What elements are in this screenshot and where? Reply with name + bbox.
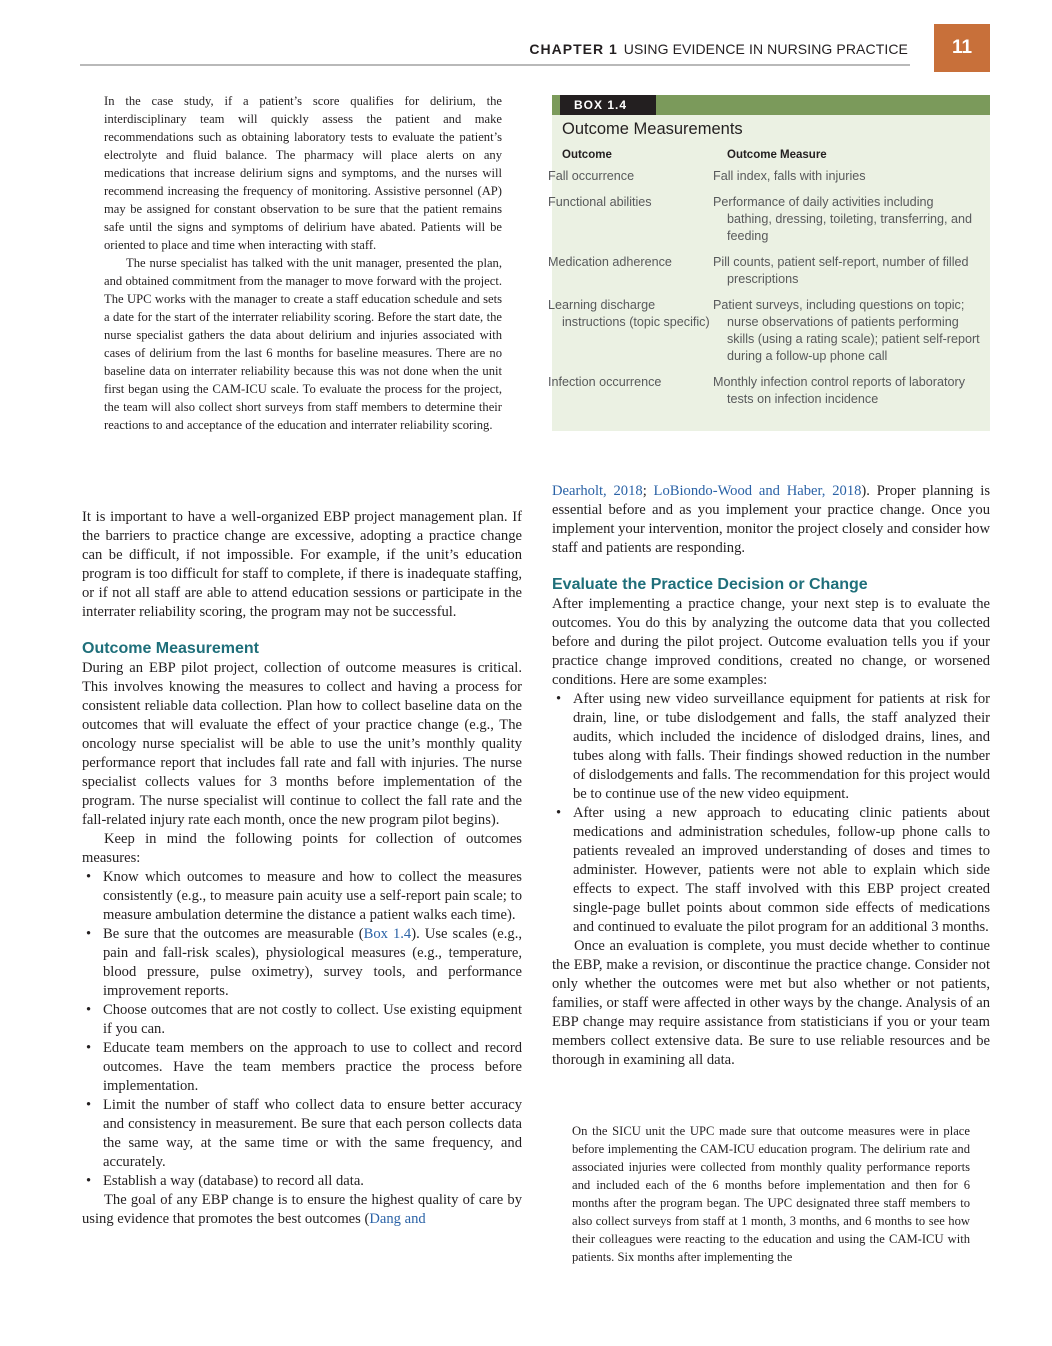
measure-cell: Monthly infection control reports of laboratory tests on infection incidence — [713, 375, 965, 406]
citation-link[interactable]: Dearholt, 2018 — [552, 483, 643, 499]
bullet-list — [552, 690, 990, 937]
list-item: • Limit the number of staff who collect data to ensure better accuracy and consistency in measurement. Be sure that each person collects data the same way, at the same time or with the same frequency, and accurately. — [82, 1096, 522, 1172]
outcome-cell: Medication adherence — [548, 255, 672, 269]
measure-cell: Pill counts, patient self-report, number of filled prescriptions — [713, 255, 969, 286]
left-column — [82, 508, 522, 1229]
list-item: • Establish a way (database) to record all data. — [82, 1172, 522, 1191]
citation-link[interactable]: LoBiondo-Wood and Haber, 2018 — [653, 483, 862, 499]
outcome-cell: Infection occurrence — [548, 375, 662, 389]
chapter-label: CHAPTER 1 — [529, 41, 618, 57]
body-paragraph: Once an evaluation is complete, you must decide whether to continue the EBP, make a revision, or discontinue the practice change. Consider not only whether the outcomes were met but also whether or not patients, families, or staff were affected in other ways by the change. Analysis of an EBP change may require assistance from statisticians if you or your team members collect extensive data. Be sure to use reliable resources and be thorough in examining all data. — [552, 938, 990, 1068]
table-row — [562, 374, 980, 417]
paragraph-text: ). Proper planning is essential before and as you implement your practice change. Once you implement your intervention, monitor the project closely and consider how staff and patients are responding. — [552, 483, 991, 556]
body-paragraph: It is important to have a well-organized EBP project management plan. If the barriers to practice change are excessive, adopting a practice change can be difficult, if not impossible. For example, if the unit’s education program is too difficult for staff to complete, if there is inadequate staffing, or if not all staff are able to attend education sessions or participate in the interrater reliability scoring, the program may not be successful. — [82, 509, 522, 620]
table-row — [562, 297, 980, 374]
measure-cell: Performance of daily activities including bathing, dressing, toileting, transferring, and feeding — [713, 195, 973, 243]
box-header-bar — [552, 95, 990, 115]
list-item: • Choose outcomes that are not costly to collect. Use existing equipment if you can. — [82, 1001, 522, 1039]
body-paragraph: During an EBP pilot project, collection of outcome measures is critical. This involves knowing the measures to collect and having a process for consistent reliable data collection. Plan how to collect baseline data on the outcomes that will evaluate the effect of your practice change (e.g., The oncology nurse specialist will be able to use the unit’s monthly quality performance report that includes fall rate and fall with injuries. The nurse specialist collects values for 3 months before implementation of the program. The nurse specialist will continue to collect the fall rate and the fall-related injury rate each month, once the new program pilot begins). — [82, 660, 522, 828]
table-row — [562, 194, 980, 254]
outcome-table — [548, 147, 980, 417]
box-reference-link[interactable]: Box 1.4 — [363, 926, 412, 942]
case-paragraph: In the case study, if a patient’s score qualifies for delirium, the interdisciplinary team will quickly assess the patient and make recommendations such as obtaining laboratory tests to evaluate the patient’s electrolyte and fluid balance. The pharmacy will place alerts on any medications that increase delirium signs and symptoms, and the nurses will recommend increasing the frequency of monitoring. Assistive personnel (AP) may be assigned for constant observation to be sure that the patient remains safe until the signs and symptoms of delirium have abated. Patients will be oriented to place and time when interacting with staff. — [104, 94, 502, 252]
bullet-list — [82, 868, 522, 1191]
right-column — [552, 482, 990, 1070]
box-label: BOX 1.4 — [560, 95, 656, 115]
section-heading-evaluate: Evaluate the Practice Decision or Change — [552, 576, 868, 593]
outcome-cell: Fall occurrence — [548, 169, 635, 183]
box-outcome-measurements — [548, 95, 990, 431]
box-title: Outcome Measurements — [562, 120, 743, 138]
list-item-text: Be sure that the outcomes are measurable ( — [103, 926, 364, 942]
list-item: • After using a new approach to educating clinic patients about medications and administration schedules, follow-up phone calls to patients revealed an improved understanding of doses and times to administer. However, patients were not able to explain which side effects to expect. The staff involved with this EBP project created single-page bullet points about common side effects of medications and continued to evaluate the pilot program for an additional 3 months. — [552, 804, 990, 937]
running-header — [80, 36, 910, 66]
list-item: • After using new video surveillance equipment for patients at risk for drain, line, or tube dislodgement and falls, the staff analyzed their audits, which included the incidence of dislodged drains, lines, and tubes along with falls. Their findings showed reduction in the number of dislodgements and falls. The recommendation for this project would be to continue use of the new video equipment. — [552, 690, 990, 804]
body-paragraph — [82, 1191, 522, 1229]
chapter-heading — [529, 41, 908, 57]
case-study-right — [572, 1122, 970, 1266]
case-study-left — [104, 92, 502, 434]
list-item: • Educate team members on the approach to use to collect and record outcomes. Have the team members practice the process before implementation. — [82, 1039, 522, 1096]
page-number: 11 — [934, 24, 990, 72]
paragraph-text: ; — [642, 483, 654, 499]
case-paragraph: On the SICU unit the UPC made sure that outcome measures were in place before implementing the CAM-ICU education program. The delirium rate and associated injuries were collected from monthly quality performance reports and included each of the 6 months before implementation and then for 6 months after the program began. The UPC designated three staff members to also collect surveys from staff at 1 month, 3 months, and 6 months to see how their colleagues were reacting to the education and using the CAM-ICU with patients. Six months after implementing the — [572, 1124, 970, 1264]
table-header-row — [562, 147, 980, 168]
case-paragraph: The nurse specialist has talked with the unit manager, presented the plan, and obtained commitment from the manager to move forward with the project. The UPC works with the manager to create a staff education schedule and sets a date for the start of the interrater reliability scoring. Before the start date, the nurse specialist gathers the data about delirium and injuries associated with cases of delirium from the last 6 months for baseline measures. There are no baseline data on interrater reliability because this was not done when the unit first began using the CAM-ICU scale. To evaluate the process for the project, the team will also collect short surveys from staff members to determine their reactions to and acceptance of the education and interrater reliability scoring. — [104, 256, 502, 432]
outcome-cell: Functional abilities — [548, 195, 652, 209]
table-row — [562, 254, 980, 297]
list-item: • Know which outcomes to measure and how to collect the measures consistently (e.g., to measure pain acuity use a self-report pain scale; to measure ambulation determine the distance a patient walks each time). — [82, 868, 522, 925]
list-item — [82, 925, 522, 1001]
body-paragraph — [552, 482, 990, 558]
section-heading-outcome-measurement: Outcome Measurement — [82, 640, 259, 657]
measure-cell: Fall index, falls with injuries — [713, 169, 866, 183]
measure-cell: Patient surveys, including questions on topic; nurse observations of patients performing skills (using a rating scale); patient self-report during a follow-up phone call — [713, 298, 980, 363]
column-header: Outcome Measure — [727, 149, 827, 161]
citation-link[interactable]: Dang and — [369, 1211, 426, 1227]
body-paragraph: After implementing a practice change, your next step is to evaluate the outcomes. You do this by analyzing the outcome data that you collected before and during the pilot project. Outcome evaluation tells you if your practice change improved conditions, created no change, or worsened conditions. Here are some examples: — [552, 596, 990, 688]
paragraph-text: The goal of any EBP change is to ensure the highest quality of care by using evidence that promotes the best outcomes ( — [82, 1192, 522, 1227]
list-item-text: ). Use scales (e.g., pain and fall-risk scales), physiological measures (e.g., temperature, blood pressure, pulse oximetry), survey tools, and performance improvement reports. — [103, 926, 522, 999]
column-header: Outcome — [562, 149, 612, 161]
body-paragraph: Keep in mind the following points for collection of outcomes measures: — [82, 831, 522, 866]
table-row — [562, 168, 980, 194]
outcome-cell: Learning discharge instructions (topic specific) — [548, 298, 710, 329]
chapter-title: USING EVIDENCE IN NURSING PRACTICE — [623, 41, 908, 57]
